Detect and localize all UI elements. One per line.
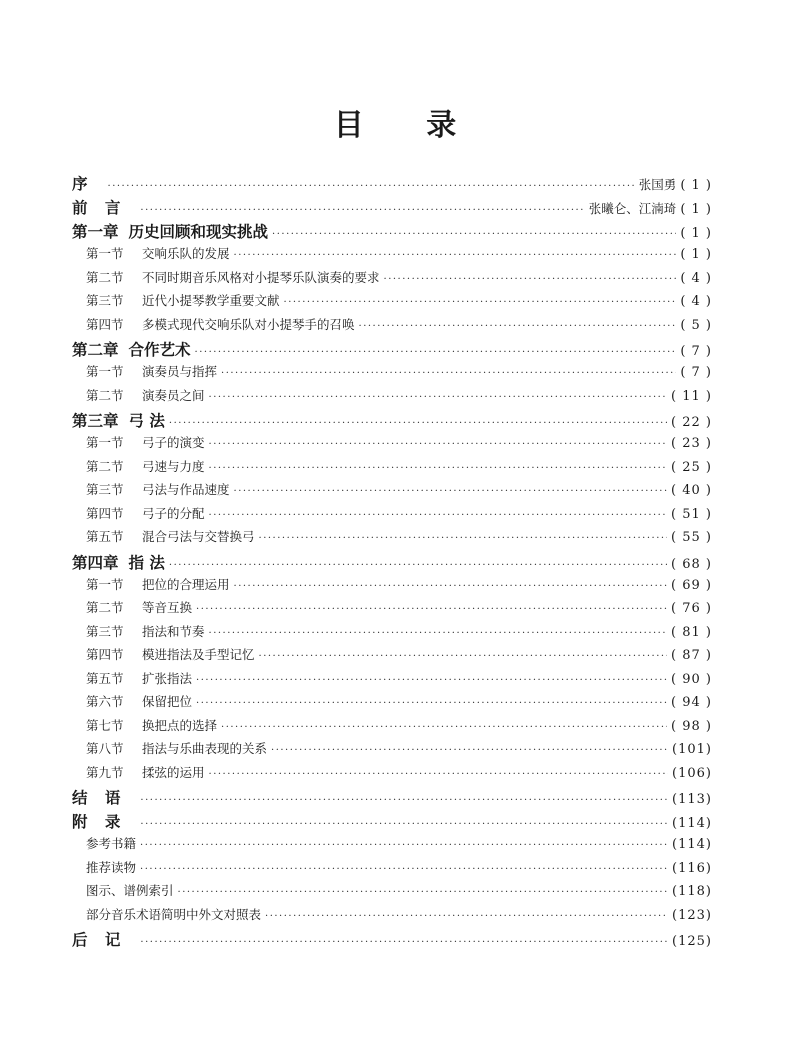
toc-entry-title: 弓速与力度 [142,458,205,474]
toc-entry-title: 近代小提琴教学重要文献 [142,293,280,308]
toc-entry-page-number: (106) [672,765,712,781]
toc-entry-title: 历史回顾和现实挑战 [128,222,269,241]
dot-leader [196,675,667,686]
toc-entry-number: 第七节 [86,717,124,733]
toc-entry-page-number: ( 4 ) [680,294,712,309]
toc-entry-number: 第五节 [86,670,124,686]
toc-entry-number: 第二节 [86,600,124,615]
toc-entry-title: 等音互换 [142,600,193,615]
toc-entry-author: 张国勇 [638,177,677,192]
toc-entry-page-number: (118) [672,884,712,899]
toc-entry-title: 推荐读物 [86,859,137,875]
dot-leader [196,698,667,709]
dot-leader [195,347,677,358]
toc-entry-number: 第二节 [86,387,124,403]
toc-entry-title: 把位的合理运用 [142,576,230,592]
toc-section-entry[interactable] [72,315,712,339]
toc-section-entry[interactable] [72,669,712,693]
toc-chapter-entry[interactable] [72,928,712,952]
toc-entry-number: 第三节 [86,293,124,308]
toc-entry-number: 第三节 [86,482,124,497]
toc-entry-number: 第三节 [86,623,124,639]
dot-leader [178,887,669,898]
dot-leader [209,628,668,639]
dot-leader [384,274,677,285]
toc-entry-title: 合作艺术 [128,340,191,359]
dot-leader [108,181,635,192]
toc-entry-number: 附 录 [72,812,127,831]
toc-entry-page-number: ( 1 ) [680,226,712,241]
toc-entry-title: 演奏员之间 [142,387,205,403]
toc-entry-number: 前 言 [72,198,127,217]
dot-leader [140,937,668,948]
toc-entry-page-number: (113) [672,792,712,807]
dot-leader [140,864,668,875]
toc-section-entry[interactable] [72,291,712,315]
dot-leader [169,560,667,571]
toc-entry-title: 弓 法 [128,411,165,430]
dot-leader [196,604,667,615]
toc-entry-number: 后 记 [72,930,127,949]
toc-section-entry[interactable] [72,386,712,410]
toc-section-entry[interactable] [72,645,712,669]
toc-entry-title: 指法和节奏 [142,623,205,639]
toc-section-entry[interactable] [72,905,712,929]
toc-entry-number: 第五节 [86,529,124,544]
toc-section-entry[interactable] [72,622,712,646]
toc-entry-number: 第一节 [86,364,124,379]
toc-section-entry[interactable] [72,457,712,481]
toc-entry-title: 换把点的选择 [142,717,218,733]
toc-entry-title: 演奏员与指挥 [142,364,218,379]
toc-entry-number: 第四节 [86,505,124,521]
dot-leader [221,722,667,733]
toc-chapter-entry[interactable] [72,409,712,433]
dot-leader [209,463,668,474]
toc-entry-page-number: ( 1 ) [680,247,712,262]
toc-section-entry[interactable] [72,504,712,528]
toc-entry-page-number: ( 51 ) [671,506,712,522]
toc-entry-page-number: ( 5 ) [680,317,712,333]
toc-entry-page-number: ( 4 ) [680,270,712,286]
toc-entry-number: 第二节 [86,269,124,285]
toc-entry-author: 张曦仑、江湳琦 [588,201,677,216]
toc-entry-page-number: ( 68 ) [671,556,712,572]
toc-entry-title: 图示、谱例索引 [86,883,174,898]
toc-entry-title: 弓子的分配 [142,505,205,521]
toc-entry-title: 模进指法及手型记忆 [142,647,255,662]
toc-entry-number: 序 [72,174,94,193]
toc-entry-number: 第八节 [86,741,124,756]
dot-leader [140,205,584,216]
toc-entry-page-number: ( 7 ) [680,365,712,380]
toc-entry-title: 扩张指法 [142,670,193,686]
toc-entry-page-number: (116) [672,860,712,876]
toc-section-entry[interactable] [72,527,712,551]
toc-section-entry[interactable] [72,433,712,457]
toc-entry-number: 第一章 [72,222,119,241]
toc-chapter-entry[interactable] [72,172,712,196]
toc-entry-number: 第二节 [86,458,124,474]
toc-entry-page-number: ( 94 ) [671,695,712,710]
toc-entry-title: 弓法与作品速度 [142,482,230,497]
toc-entry-title: 混合弓法与交替换弓 [142,529,255,544]
toc-entry-page-number: (114) [672,816,712,831]
toc-section-entry[interactable] [72,739,712,763]
toc-section-entry[interactable] [72,268,712,292]
toc-entry-number: 第四章 [72,552,119,572]
dot-leader [259,651,668,662]
toc-entry-title: 部分音乐术语简明中外文对照表 [86,906,262,922]
dot-leader [259,533,668,544]
dot-leader [140,795,668,806]
toc-entry-title: 不同时期音乐风格对小提琴乐队演奏的要求 [142,269,380,285]
toc-entry-number: 第三章 [72,411,119,430]
page-title: 目 录 [333,108,483,143]
dot-leader [221,368,676,379]
toc-entry-page-number: ( 7 ) [680,344,712,359]
toc-section-entry[interactable] [72,881,712,905]
table-of-contents [72,172,712,952]
toc-chapter-entry[interactable] [72,810,712,834]
toc-entry-page-number: ( 98 ) [671,718,712,734]
toc-entry-page-number: ( 87 ) [671,648,712,663]
toc-entry-page-number: ( 23 ) [671,436,712,451]
dot-leader [271,745,668,756]
toc-section-entry[interactable] [72,598,712,622]
toc-section-entry[interactable] [72,858,712,882]
toc-entry-page-number: ( 76 ) [671,601,712,616]
toc-entry-title: 指法与乐曲表现的关系 [142,741,268,756]
toc-entry-number: 结 语 [72,788,127,807]
dot-leader [209,510,668,521]
toc-entry-page-number: ( 22 ) [671,415,712,430]
toc-entry-number: 第一节 [86,435,124,450]
toc-entry-number: 第四节 [86,316,124,332]
toc-section-entry[interactable] [72,834,712,858]
toc-section-entry[interactable] [72,575,712,599]
dot-leader [140,840,668,851]
dot-leader [234,581,668,592]
toc-entry-page-number: ( 11 ) [671,388,712,404]
toc-entry-number: 第一节 [86,246,124,261]
toc-entry-page-number: (125) [672,934,712,949]
toc-section-entry[interactable] [72,716,712,740]
dot-leader [265,911,668,922]
toc-entry-number: 第六节 [86,694,124,709]
toc-entry-page-number: ( 90 ) [671,671,712,687]
dot-leader [234,486,668,497]
dot-leader [209,392,668,403]
dot-leader [272,229,676,240]
dot-leader [169,418,667,429]
toc-section-entry[interactable] [72,692,712,716]
toc-entry-title: 交响乐队的发展 [142,246,230,261]
toc-chapter-entry[interactable] [72,220,712,244]
dot-leader [209,439,668,450]
toc-entry-page-number: ( 40 ) [671,483,712,498]
toc-entry-number: 第九节 [86,764,124,780]
toc-entry-number: 第四节 [86,647,124,662]
dot-leader [359,321,677,332]
toc-chapter-entry[interactable] [72,196,712,220]
dot-leader [234,250,677,261]
dot-leader [140,819,668,830]
toc-entry-title: 多模式现代交响乐队对小提琴手的召唤 [142,316,355,332]
toc-entry-title: 保留把位 [142,694,193,709]
toc-entry-page-number: ( 1 ) [680,178,712,193]
toc-entry-page-number: (101) [672,742,712,757]
dot-leader [284,297,677,308]
toc-entry-title: 弓子的演变 [142,435,205,450]
toc-entry-page-number: ( 25 ) [671,459,712,475]
toc-entry-page-number: ( 1 ) [680,202,712,217]
toc-chapter-entry[interactable] [72,551,712,575]
toc-section-entry[interactable] [72,763,712,787]
toc-entry-number: 第一节 [86,576,124,592]
toc-entry-number: 第二章 [72,340,119,359]
toc-entry-title: 参考书籍 [86,836,137,851]
toc-chapter-entry[interactable] [72,786,712,810]
toc-entry-page-number: ( 81 ) [671,624,712,640]
toc-section-entry[interactable] [72,362,712,386]
toc-section-entry[interactable] [72,480,712,504]
toc-entry-title: 指 法 [128,552,165,572]
toc-entry-page-number: ( 69 ) [671,577,712,593]
toc-entry-page-number: ( 55 ) [671,530,712,545]
toc-entry-title: 揉弦的运用 [142,764,205,780]
toc-section-entry[interactable] [72,244,712,268]
toc-chapter-entry[interactable] [72,338,712,362]
dot-leader [209,769,669,780]
toc-entry-page-number: (123) [672,907,712,923]
toc-entry-page-number: (114) [672,837,712,852]
